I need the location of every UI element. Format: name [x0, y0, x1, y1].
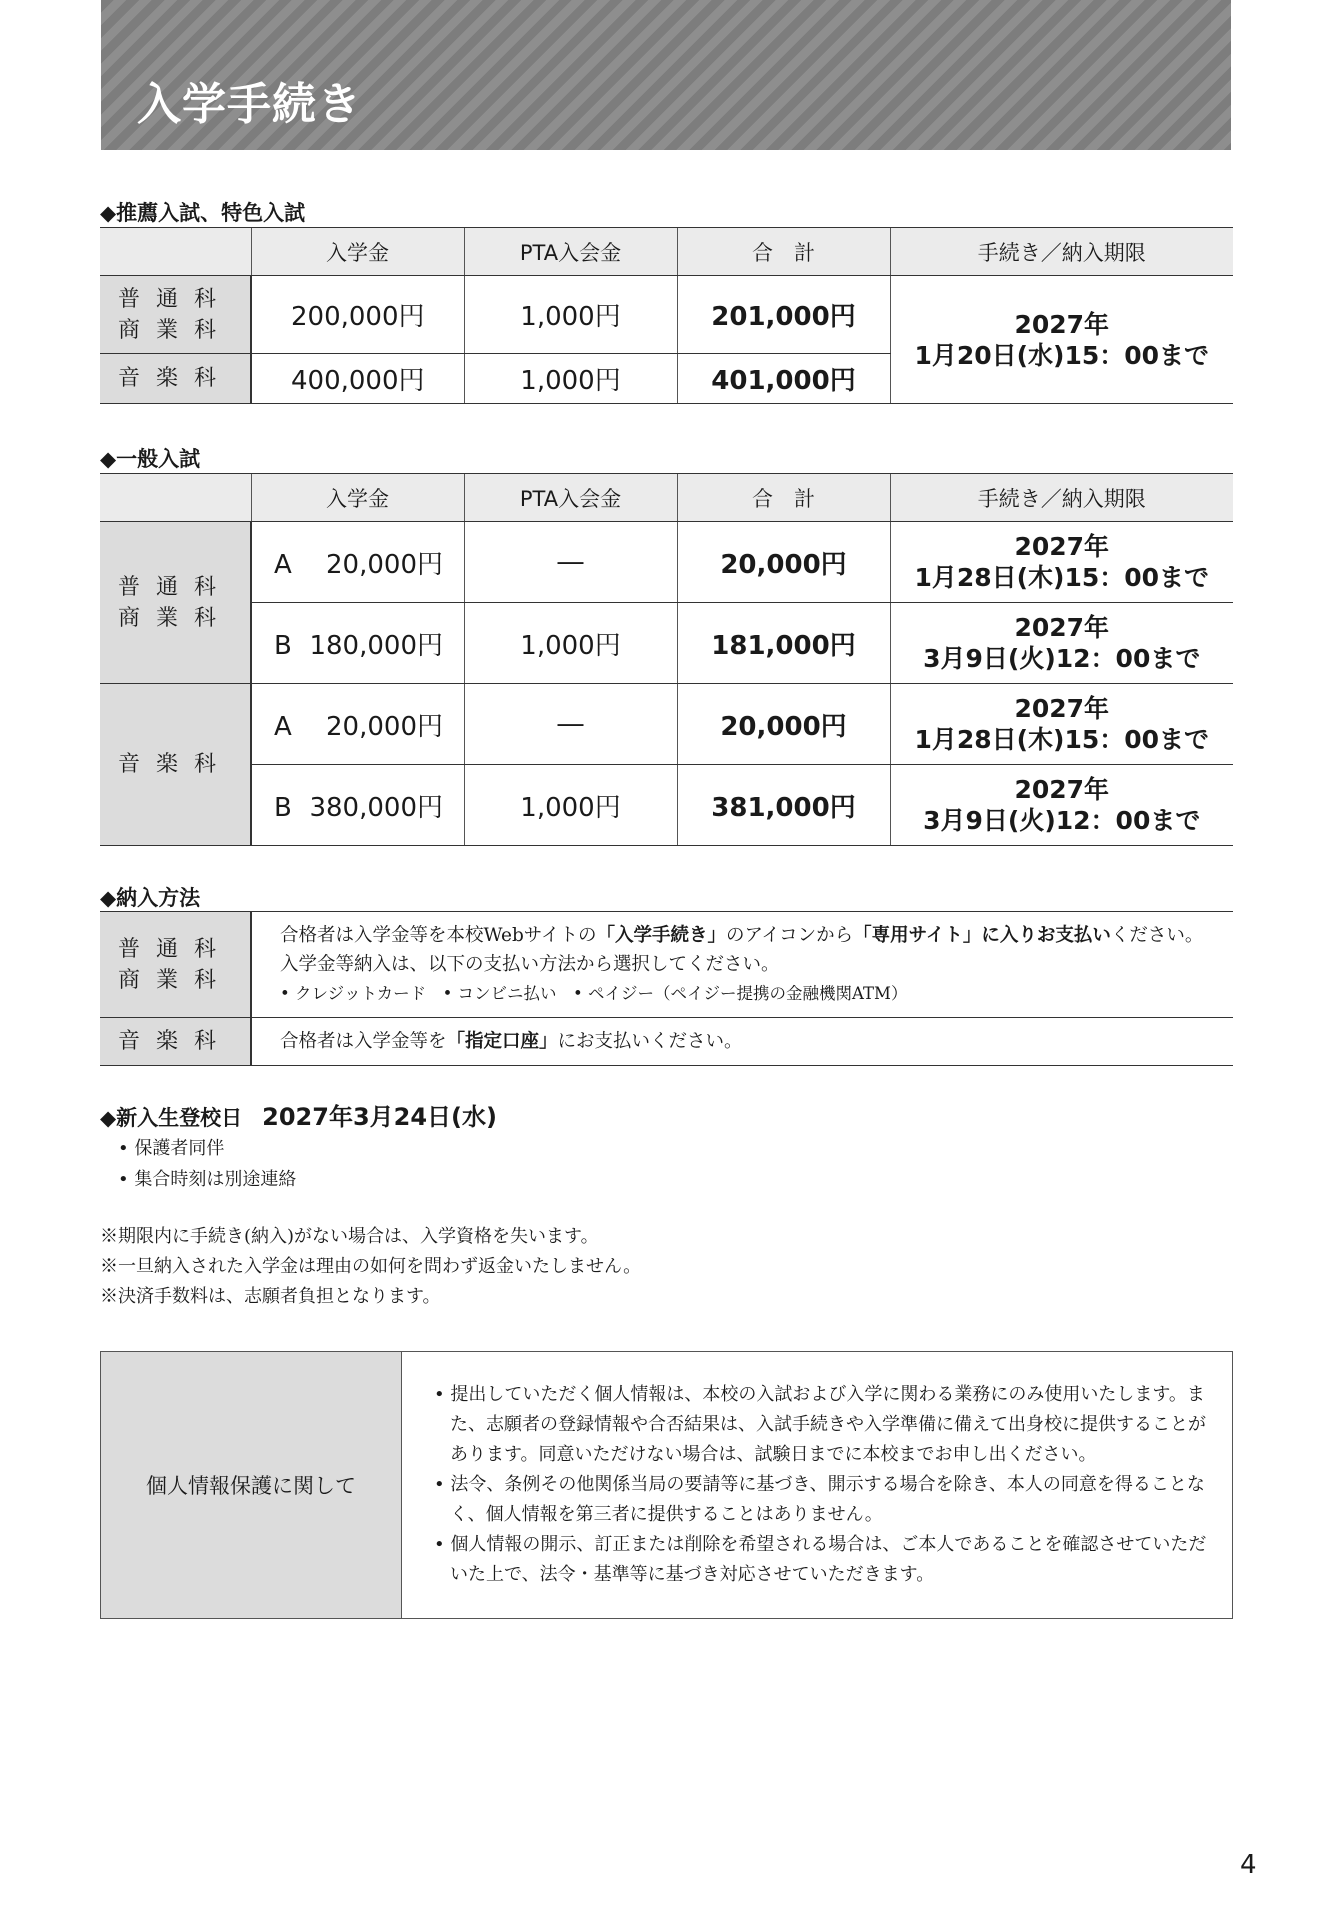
total-cell: 381,000円: [677, 765, 890, 846]
admission-fee-cell: A 20,000円: [251, 684, 464, 765]
table-header-row: [100, 474, 1233, 522]
column-header: PTA入会金: [464, 228, 677, 276]
payment-method-table: [100, 911, 1233, 1066]
admission-fee-cell: B 380,000円: [251, 765, 464, 846]
admission-fee-cell: A 20,000円: [251, 522, 464, 603]
pta-fee-cell: 1,000円: [464, 354, 677, 404]
department-cell: 普通科 商業科: [100, 522, 251, 684]
privacy-label: 個人情報保護に関して: [101, 1352, 402, 1618]
list-item: • 集合時刻は別途連絡: [118, 1169, 297, 1190]
page-banner: [101, 0, 1231, 150]
admission-fee-cell: 400,000円: [251, 354, 464, 404]
table-row: [100, 276, 1233, 354]
note-item: ※一旦納入された入学金は理由の如何を問わず返金いたしません。: [100, 1256, 642, 1277]
total-cell: 201,000円: [677, 276, 890, 354]
deadline-cell: 2027年 3月9日(火)12：00まで: [890, 603, 1233, 684]
payment-instructions: 合格者は入学金等を本校Webサイトの「入学手続き」のアイコンから「専用サイト」に入りお支払いください。入学金等納入は、以下の支払い方法から選択してください。 • クレジットカード • コンビニ払い • ペイジー（ペイジー提携の金融機関ATM）: [251, 912, 1233, 1018]
table-row: [100, 522, 1233, 603]
table-row: [100, 765, 1233, 846]
total-cell: 20,000円: [677, 684, 890, 765]
column-header: 入学金: [251, 228, 464, 276]
pta-fee-cell: ―: [464, 522, 677, 603]
table-row: [100, 912, 1233, 1018]
corner-cell: [100, 474, 251, 522]
table-row: [100, 1018, 1233, 1066]
corner-cell: [100, 228, 251, 276]
privacy-body: [402, 1352, 1232, 1618]
total-cell: 401,000円: [677, 354, 890, 404]
deadline-cell: 2027年 1月20日(水)15：00まで: [890, 276, 1233, 404]
admission-fee-cell: B 180,000円: [251, 603, 464, 684]
pta-fee-cell: ―: [464, 684, 677, 765]
privacy-item: • 個人情報の開示、訂正または削除を希望される場合は、ご本人であることを確認させていただいた上で、法令・基準等に基づき対応させていただきます。: [434, 1534, 1207, 1585]
column-header: 手続き／納入期限: [890, 228, 1233, 276]
column-header: 合 計: [677, 474, 890, 522]
table-header-row: [100, 228, 1233, 276]
orientation-label: ◆新入生登校日: [100, 1106, 243, 1130]
pta-fee-cell: 1,000円: [464, 765, 677, 846]
department-cell: 普通科 商業科: [100, 912, 251, 1018]
section-heading-general: ◆一般入試: [100, 447, 201, 471]
privacy-item: • 提出していただく個人情報は、本校の入試および入学に関わる業務にのみ使用いたします。また、志願者の登録情報や合否結果は、入試手続きや入学準備に備えて出身校に提供することがあります。同意いただけない場合は、試験日までに本校までお申し出ください。: [434, 1384, 1206, 1465]
section-heading-payment: ◆納入方法: [100, 886, 201, 910]
privacy-item: • 法令、条例その他関係当局の要請等に基づき、開示する場合を除き、本人の同意を得ることなく、個人情報を第三者に提供することはありません。: [434, 1474, 1205, 1525]
recommendation-fee-table: [100, 227, 1233, 404]
deadline-cell: 2027年 1月28日(木)15：00まで: [890, 684, 1233, 765]
admission-fee-cell: 200,000円: [251, 276, 464, 354]
payment-instructions: 合格者は入学金等を「指定口座」にお支払いください。: [251, 1018, 1233, 1066]
department-cell: 音楽科: [100, 684, 251, 846]
department-cell: 音楽科: [100, 354, 251, 404]
pta-fee-cell: 1,000円: [464, 276, 677, 354]
column-header: 手続き／納入期限: [890, 474, 1233, 522]
note-item: ※期限内に手続き(納入)がない場合は、入学資格を失います。: [100, 1226, 599, 1247]
orientation-date: 2027年3月24日(水): [262, 1103, 497, 1131]
payment-methods: • クレジットカード • コンビニ払い • ペイジー（ペイジー提携の金融機関ATM）: [280, 984, 908, 1003]
note-item: ※決済手数料は、志願者負担となります。: [100, 1286, 441, 1307]
column-header: 入学金: [251, 474, 464, 522]
orientation-day: [100, 1097, 497, 1132]
table-row: [100, 684, 1233, 765]
column-header: 合 計: [677, 228, 890, 276]
table-row: [100, 603, 1233, 684]
deadline-cell: 2027年 1月28日(木)15：00まで: [890, 522, 1233, 603]
column-header: PTA入会金: [464, 474, 677, 522]
general-fee-table: [100, 473, 1233, 846]
deadline-cell: 2027年 3月9日(火)12：00まで: [890, 765, 1233, 846]
pta-fee-cell: 1,000円: [464, 603, 677, 684]
total-cell: 20,000円: [677, 522, 890, 603]
page-title: 入学手続き: [137, 79, 362, 130]
total-cell: 181,000円: [677, 603, 890, 684]
notes: [100, 1222, 641, 1312]
orientation-bullets: [118, 1133, 296, 1195]
list-item: • 保護者同伴: [118, 1138, 225, 1159]
privacy-box: [100, 1351, 1233, 1619]
page-number: 4: [1240, 1850, 1257, 1880]
department-cell: 音楽科: [100, 1018, 251, 1066]
department-cell: 普通科 商業科: [100, 276, 251, 354]
section-heading-recommendation: ◆推薦入試、特色入試: [100, 201, 306, 225]
